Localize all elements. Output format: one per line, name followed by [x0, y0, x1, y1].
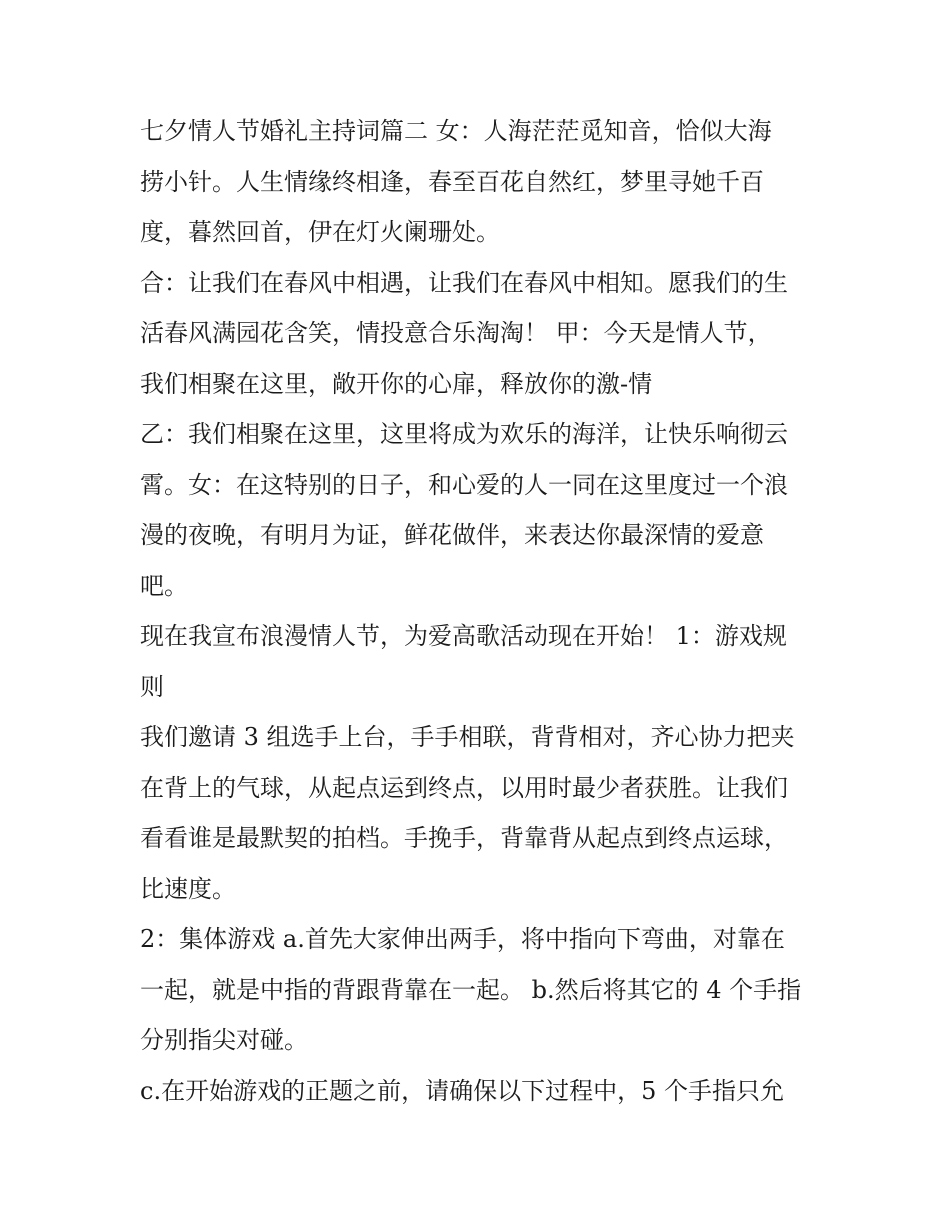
text-line: 一起，就是中指的背跟背靠在一起。 b.然后将其它的 4 个手指: [140, 975, 802, 1004]
document-body: [140, 106, 820, 1116]
text-line: 合：让我们在春风中相遇，让我们在春风中相知。愿我们的生: [140, 268, 788, 297]
text-line: 分别指尖对碰。: [140, 1026, 308, 1054]
text-line: 看看谁是最默契的拍档。手挽手，背靠背从起点到终点运球，: [140, 824, 788, 852]
paragraph: [140, 914, 820, 1066]
text-line: 吧。: [140, 571, 188, 600]
paragraph: [140, 106, 820, 258]
text-line: 漫的夜晚，有明月为证，鲜花做伴，来表达你最深情的爱意: [140, 521, 764, 549]
paragraph: [140, 1066, 820, 1117]
paragraph: [140, 611, 820, 712]
text-line: 2：集体游戏 a.首先大家伸出两手，将中指向下弯曲，对靠在: [140, 925, 785, 953]
text-line: 现在我宣布浪漫情人节，为爱高歌活动现在开始！ 1：游戏规: [140, 622, 787, 650]
paragraph: [140, 712, 820, 914]
text-line: 则: [140, 672, 164, 701]
text-line: 在背上的气球，从起点运到终点，以用时最少者获胜。让我们: [140, 773, 788, 802]
paragraph: [140, 258, 820, 410]
text-line: c.在开始游戏的正题之前，请确保以下过程中，5 个手指只允: [140, 1076, 784, 1105]
text-line: 比速度。: [140, 874, 236, 903]
text-line: 七夕情人节婚礼主持词篇二 女：人海茫茫觅知音，恰似大海: [140, 117, 772, 145]
paragraph: [140, 409, 820, 611]
text-line: 我们邀请 3 组选手上台，手手相联，背背相对，齐心协力把夹: [140, 723, 795, 751]
text-line: 乙：我们相聚在这里，这里将成为欢乐的海洋，让快乐响彻云: [140, 420, 788, 448]
text-line: 捞小针。人生情缘终相逢，春至百花自然红，梦里寻她千百: [140, 167, 764, 196]
text-line: 度，暮然回首，伊在灯火阑珊处。: [140, 218, 500, 246]
text-line: 我们相聚在这里，敞开你的心扉，释放你的激-情: [140, 369, 653, 398]
text-line: 活春风满园花含笑，情投意合乐淘淘！ 甲：今天是情人节，: [140, 319, 772, 347]
text-line: 霄。女：在这特别的日子，和心爱的人一同在这里度过一个浪: [140, 470, 788, 499]
